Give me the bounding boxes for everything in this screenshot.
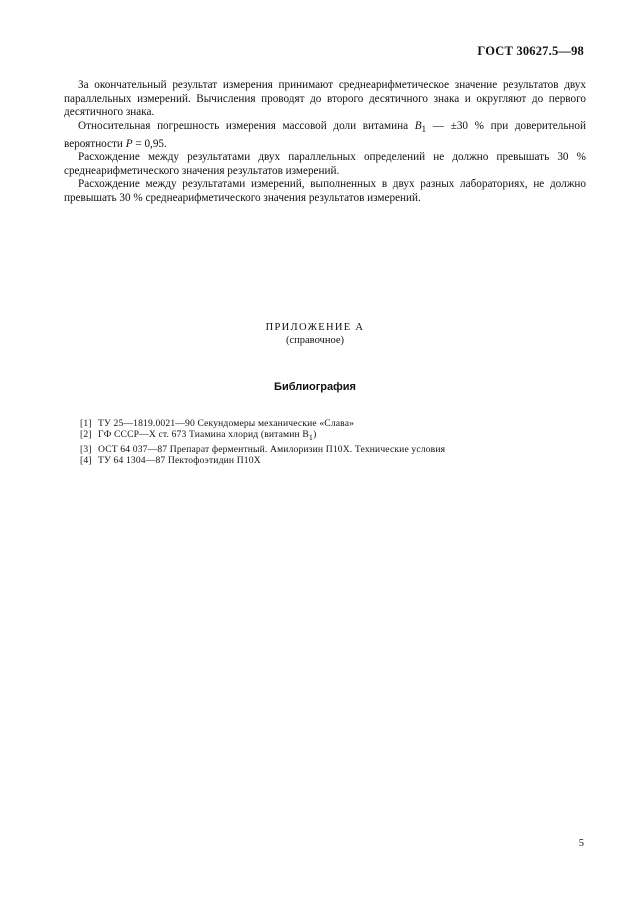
bibliography-item-text-post: ) [313,429,317,441]
bibliography-title: Библиография [274,381,356,393]
bibliography-list [80,418,580,466]
bibliography-item-text: ГФ СССР—X ст. 673 Тиамина хлорид (витамин B [98,429,309,441]
bibliography-item [80,418,580,429]
bibliography-item-number: [3] [80,443,92,455]
paragraph-lab-discrepancy: Расхождение между результатами измерений, выполненных в двух разных лабораториях, не должно превышать 30 % среднеарифметического значения результатов измерений. [64,178,586,204]
body-text [64,79,586,206]
paragraph-relative-error [64,120,586,151]
bibliography-item-text: ТУ 64 1304—87 Пектофоэтидин П10Х [98,454,261,466]
paragraph-final-result: За окончательный результат измерения принимают среднеарифметическое значение результатов двух параллельных измерений. Вычисления проводят до второго десятичного знака и округляют до первого десятичного знака. [64,79,586,119]
error-text-post: = 0,95. [132,137,167,150]
bibliography-item-text: ТУ 25—1819.0021—90 Секундомеры механические «Слава» [98,418,355,429]
error-text-mid: — ±30 % при доверительной вероятности [64,119,587,150]
appendix-subtitle: (справочное) [286,335,344,346]
vitamin-symbol: B [414,119,422,132]
bibliography-item [80,455,580,466]
vitamin-subscript: 1 [421,125,427,136]
page-number: 5 [578,838,584,849]
probability-symbol: P [125,137,133,150]
bibliography-item-subscript: 1 [308,433,314,443]
bibliography-item [80,444,580,455]
bibliography-item [80,429,580,443]
bibliography-item-text: ОСТ 64 037—87 Препарат ферментный. Амилоризин П10Х. Технические условия [98,443,446,455]
error-text-pre: Относительная погрешность измерения массовой доли витамина [78,119,415,132]
bibliography-item-number: [1] [80,418,92,429]
document-code: ГОСТ 30627.5—98 [477,44,584,58]
paragraph-parallel-discrepancy: Расхождение между результатами двух параллельных определений не должно превышать 30 % среднеарифметического значения результатов измерений. [64,151,586,177]
bibliography-item-number: [2] [80,429,92,441]
appendix-title: ПРИЛОЖЕНИЕ А [265,322,365,333]
bibliography-item-number: [4] [80,454,92,466]
